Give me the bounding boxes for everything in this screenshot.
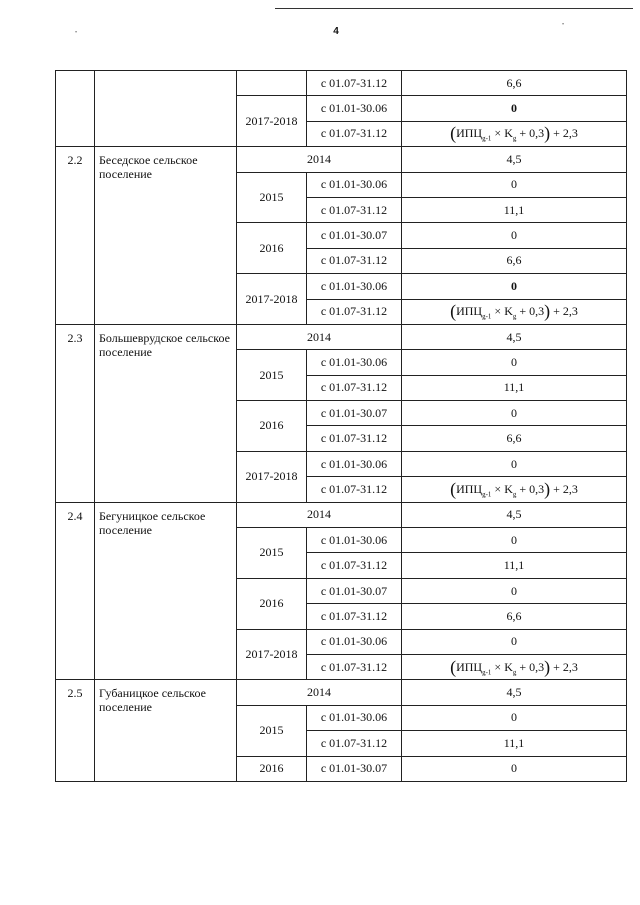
period-cell: с 01.07-31.12 — [307, 121, 402, 146]
period-cell: с 01.07-31.12 — [307, 654, 402, 679]
value-cell: 6,6 — [402, 71, 627, 96]
year-cell: 2016 — [237, 401, 307, 452]
formula-cell — [402, 121, 627, 146]
period-cell: с 01.07-31.12 — [307, 197, 402, 222]
year-cell: 2015 — [237, 172, 307, 223]
year-cell: 2014 — [237, 147, 402, 172]
period-cell: с 01.01-30.06 — [307, 96, 402, 121]
value-cell: 0 — [402, 401, 627, 426]
formula: $(ИПЦ_{g-1} \times K_g + 0,3) + 2,3$ — [450, 123, 578, 144]
value-cell: 0 — [402, 172, 627, 197]
settlement-name: Губаницкое сельское поселение — [95, 680, 237, 782]
period-cell: с 01.07-31.12 — [307, 299, 402, 324]
period-cell: с 01.07-31.12 — [307, 375, 402, 400]
period-cell: с 01.01-30.06 — [307, 528, 402, 553]
settlement-name: Бегуницкое сельское поселение — [95, 502, 237, 680]
value-cell: 0 — [402, 274, 627, 299]
year-cell: 2015 — [237, 350, 307, 401]
formula-cell — [402, 299, 627, 324]
section-number: 2.2 — [56, 147, 95, 325]
year-cell: 2016 — [237, 578, 307, 629]
period-cell: с 01.01-30.06 — [307, 172, 402, 197]
value-cell: 11,1 — [402, 731, 627, 756]
period-cell: с 01.01-30.07 — [307, 223, 402, 248]
period-cell: с 01.01-30.06 — [307, 451, 402, 476]
value-cell: 6,6 — [402, 604, 627, 629]
value-cell: 0 — [402, 451, 627, 476]
period-cell: с 01.07-31.12 — [307, 477, 402, 502]
year-cell: 2014 — [237, 680, 402, 705]
period-cell: с 01.07-31.12 — [307, 553, 402, 578]
settlement-name: Беседское сельское поселение — [95, 147, 237, 325]
table-row — [56, 324, 627, 349]
year-cell: 2016 — [237, 223, 307, 274]
value-cell: 4,5 — [402, 680, 627, 705]
year-cell — [237, 71, 307, 96]
period-cell: с 01.01-30.07 — [307, 578, 402, 603]
period-cell: с 01.01-30.06 — [307, 705, 402, 730]
formula-cell — [402, 654, 627, 679]
settlement-name — [95, 71, 237, 147]
period-cell: с 01.07-31.12 — [307, 426, 402, 451]
period-cell: с 01.01-30.07 — [307, 756, 402, 781]
formula: $(ИПЦ_{g-1} \times K_g + 0,3) + 2,3$ — [450, 301, 578, 322]
table-row — [56, 71, 627, 96]
scan-speck: • — [75, 30, 78, 36]
section-number: 2.3 — [56, 324, 95, 502]
year-cell: 2014 — [237, 502, 402, 527]
value-cell: 0 — [402, 223, 627, 248]
section-number: 2.4 — [56, 502, 95, 680]
year-cell: 2014 — [237, 324, 402, 349]
value-cell: 6,6 — [402, 426, 627, 451]
table-row — [56, 680, 627, 705]
year-cell: 2015 — [237, 528, 307, 579]
year-cell: 2017-2018 — [237, 274, 307, 325]
value-cell: 4,5 — [402, 147, 627, 172]
section-number: 2.5 — [56, 680, 95, 782]
section-number — [56, 71, 95, 147]
period-cell: с 01.01-30.06 — [307, 350, 402, 375]
table-row — [56, 147, 627, 172]
value-cell: 6,6 — [402, 248, 627, 273]
value-cell: 11,1 — [402, 197, 627, 222]
year-cell: 2016 — [237, 756, 307, 781]
year-cell: 2015 — [237, 705, 307, 756]
scan-speck: • — [562, 22, 565, 28]
value-cell: 0 — [402, 350, 627, 375]
value-cell: 0 — [402, 528, 627, 553]
period-cell: с 01.01-30.06 — [307, 274, 402, 299]
formula: $(ИПЦ_{g-1} \times K_g + 0,3) + 2,3$ — [450, 478, 578, 499]
value-cell: 0 — [402, 578, 627, 603]
table-row — [56, 502, 627, 527]
year-cell: 2017-2018 — [237, 451, 307, 502]
year-cell: 2017-2018 — [237, 629, 307, 680]
settlement-name: Большеврудское сельское поселение — [95, 324, 237, 502]
value-cell: 11,1 — [402, 553, 627, 578]
value-cell: 0 — [402, 756, 627, 781]
period-cell: с 01.01-30.06 — [307, 629, 402, 654]
value-cell: 0 — [402, 629, 627, 654]
year-cell: 2017-2018 — [237, 96, 307, 147]
value-cell: 11,1 — [402, 375, 627, 400]
period-cell: с 01.07-31.12 — [307, 71, 402, 96]
value-cell: 0 — [402, 96, 627, 121]
formula: $(ИПЦ_{g-1} \times K_g + 0,3) + 2,3$ — [450, 656, 578, 677]
period-cell: с 01.07-31.12 — [307, 731, 402, 756]
period-cell: с 01.07-31.12 — [307, 604, 402, 629]
value-cell: 0 — [402, 705, 627, 730]
period-cell: с 01.07-31.12 — [307, 248, 402, 273]
tariff-table — [55, 70, 627, 782]
formula-cell — [402, 477, 627, 502]
period-cell: с 01.01-30.07 — [307, 401, 402, 426]
header-rule — [275, 8, 633, 9]
value-cell: 4,5 — [402, 502, 627, 527]
value-cell: 4,5 — [402, 324, 627, 349]
page-number: 4 — [333, 26, 339, 37]
